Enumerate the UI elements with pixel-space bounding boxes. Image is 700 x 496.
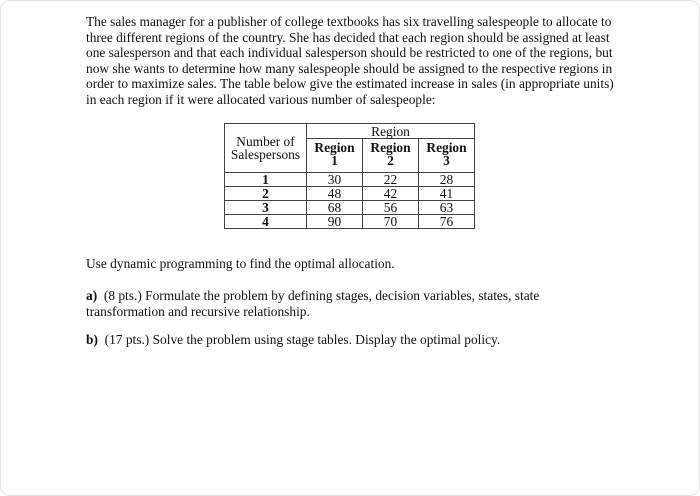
value-cell: 76	[419, 215, 475, 229]
salespersons-cell: 2	[225, 187, 307, 201]
question-b	[86, 332, 500, 348]
value-cell: 68	[307, 201, 363, 215]
value-cell: 28	[419, 173, 475, 187]
value-cell: 41	[419, 187, 475, 201]
value-cell: 48	[307, 187, 363, 201]
question-b-text: (17 pts.) Solve the problem using stage tables. Display the optimal policy.	[104, 332, 501, 347]
table-row	[225, 187, 475, 201]
question-a-label: a)	[86, 288, 98, 303]
question-a-text: (8 pts.) Formulate the problem by defining stages, decision variables, states, state transformation and recursive relationship.	[86, 288, 540, 319]
question-a	[86, 288, 616, 319]
value-cell: 42	[363, 187, 419, 201]
question-b-label: b)	[86, 332, 98, 347]
region-2-header: Region 2	[363, 139, 419, 173]
table-row	[225, 215, 475, 229]
value-cell: 22	[363, 173, 419, 187]
corner-header: Number of Salespersons	[225, 124, 307, 173]
intro-paragraph: The sales manager for a publisher of college textbooks has six travelling salespeople to allocate to three different regions of the country. She has decided that each region should be assigned at least one salesperson and that each individual salesperson should be restricted to one of the regions, but now she wants to determine how many salespeople should be assigned to the respective regions in order to maximize sales. The table below give the estimated increase in sales (in appropriate units) in each region if it were allocated various number of salespeople:	[86, 14, 614, 107]
sales-table	[224, 123, 475, 229]
salespersons-cell: 4	[225, 215, 307, 229]
value-cell: 56	[363, 201, 419, 215]
table-row	[225, 173, 475, 187]
value-cell: 90	[307, 215, 363, 229]
value-cell: 63	[419, 201, 475, 215]
salespersons-cell: 3	[225, 201, 307, 215]
region-3-header: Region 3	[419, 139, 475, 173]
region-group-header: Region	[307, 124, 475, 139]
region-1-header: Region 1	[307, 139, 363, 173]
table-row	[225, 201, 475, 215]
instruction-text: Use dynamic programming to find the optimal allocation.	[86, 256, 395, 271]
value-cell: 70	[363, 215, 419, 229]
value-cell: 30	[307, 173, 363, 187]
salespersons-cell: 1	[225, 173, 307, 187]
document-content	[86, 14, 616, 347]
